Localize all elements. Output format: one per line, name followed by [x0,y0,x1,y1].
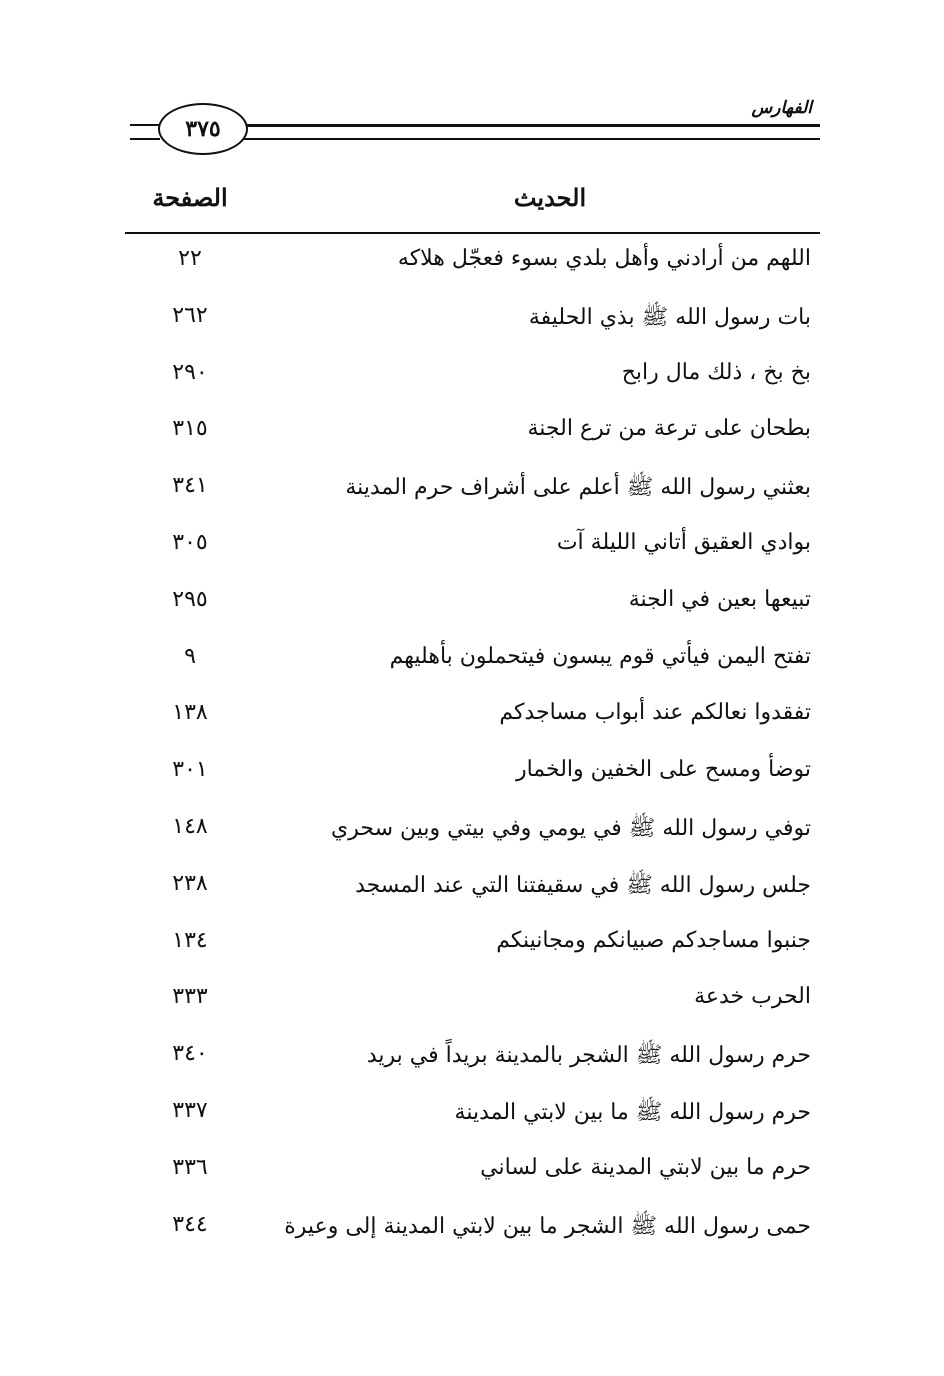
index-row [0,575,944,632]
index-row [0,1143,944,1200]
header-rule-top [230,124,820,127]
hadith-index-list [0,234,944,1256]
hadith-text: بطحان على ترعة من ترع الجنة [527,416,811,442]
index-row [0,404,944,461]
index-row [0,518,944,575]
page-ref: ١٤٨ [172,813,208,839]
index-row [0,291,944,348]
page-ref: ١٣٤ [172,927,208,953]
index-row [0,802,944,859]
hadith-text: اللهم من أرادني وأهل بلدي بسوء فعجّل هلاكه [397,246,811,271]
index-row [0,1086,944,1143]
hadith-text: بعثني رسول الله ﷺ أعلم على أشراف حرم المدينة [345,475,811,501]
page-ref: ٢٩٠ [172,359,208,385]
page-ref: ٣٣٣ [172,984,208,1010]
index-row [0,1029,944,1086]
hadith-text: تبيعها بعين في الجنة [628,586,811,612]
index-row [0,972,944,1029]
hadith-text: جنبوا مساجدكم صبيانكم ومجانينكم [496,927,811,953]
column-header-hadith: الحديث [513,183,587,212]
hadith-text: جلس رسول الله ﷺ في سقيفتنا التي عند المسجد [355,872,811,898]
page-ref: ٣١٥ [172,416,208,442]
page-ref: ١٣٨ [172,700,208,726]
page-ref: ٣٤٠ [172,1041,208,1067]
hadith-text: حمى رسول الله ﷺ الشجر ما بين لابتي المدينة إلى وعيرة [284,1213,811,1239]
page-ref: ٢٦٢ [172,302,208,328]
column-header-page: الصفحة [152,183,228,212]
index-row [0,916,944,973]
hadith-text: بوادي العقيق أتاني الليلة آت [556,529,811,555]
hadith-text: الحرب خدعة [694,984,811,1010]
index-row [0,348,944,405]
index-row [0,234,944,291]
hadith-text: تفقدوا نعالكم عند أبواب مساجدكم [499,700,811,726]
hadith-text: توفي رسول الله ﷺ في يومي وفي بيتي وبين سحري [331,815,811,841]
page-ref: ٣٤١ [172,473,208,499]
hadith-text: توضأ ومسح على الخفين والخمار [515,757,811,783]
index-row [0,632,944,689]
hadith-text: بخ بخ ، ذلك مال رابح [621,359,811,385]
index-row [0,461,944,518]
index-row [0,1200,944,1257]
page-ref: ٣٤٤ [172,1211,208,1237]
header-rule-left-bottom [130,138,160,140]
index-row [0,745,944,802]
header-rule-bottom [230,138,820,140]
page-ref: ٣٠٥ [172,529,208,555]
hadith-text: حرم رسول الله ﷺ ما بين لابتي المدينة [454,1099,811,1125]
page-ref: ٢٢ [178,246,202,271]
index-row [0,688,944,745]
hadith-text: حرم رسول الله ﷺ الشجر بالمدينة بريداً في بريد [366,1043,811,1069]
page-number-badge [158,103,248,155]
hadith-text: تفتح اليمن فيأتي قوم يبسون فيتحملون بأهليهم [389,643,811,669]
index-row [0,859,944,916]
page-number: ٣٧٥ [185,116,221,142]
page-ref: ٢٩٥ [172,586,208,612]
hadith-text: بات رسول الله ﷺ بذي الحليفة [528,304,811,330]
hadith-text: حرم ما بين لابتي المدينة على لساني [480,1154,811,1180]
header-rule-left-top [130,124,160,126]
page-ref: ٣٠١ [172,757,208,783]
page-ref: ٩ [184,643,196,669]
page-ref: ٣٣٧ [172,1097,208,1123]
page-ref: ٣٣٦ [172,1154,208,1180]
running-header-title: الفهارس [751,98,812,118]
page-ref: ٢٣٨ [172,870,208,896]
